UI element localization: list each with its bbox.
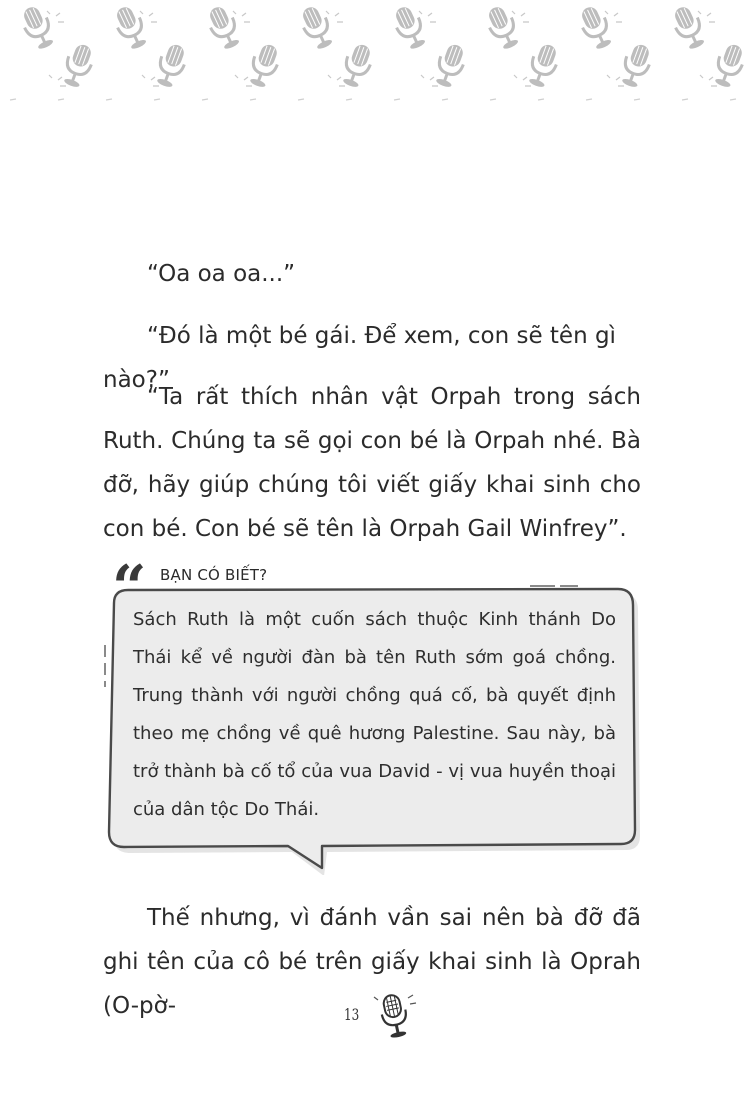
paragraph-3: “Ta rất thích nhân vật Orpah trong sách Ruth. Chúng ta sẽ gọi con bé là Orpah nhé. Bà đỡ, hãy giúp chúng tôi viết giấy khai sinh cho con bé. Con bé sẽ tên là Orpah Gail Winfrey”.: [103, 384, 641, 542]
quote-mark-icon: “: [112, 553, 147, 623]
top-banner-microphone-pattern: [0, 0, 749, 110]
banner-microphone-icon: [711, 41, 748, 90]
paragraph-2: “Đó là một bé gái. Để xem, con sẽ tên gì nào?”: [103, 323, 616, 393]
banner-microphone-icon: [339, 41, 376, 90]
paragraph-1: “Oa oa oa...”: [147, 261, 296, 287]
callout-title: BẠN CÓ BIẾT?: [160, 566, 268, 584]
banner-microphone-icon: [669, 3, 709, 52]
banner-microphone-icon: [483, 3, 523, 52]
banner-microphone-icon: [153, 41, 190, 90]
paragraph-4: Thế nhưng, vì đánh vần sai nên bà đỡ đã ghi tên của cô bé trên giấy khai sinh là Oprah (O-pờ-: [103, 905, 641, 1019]
microphone-icon: [372, 992, 418, 1040]
microphone-pattern-icon: [0, 0, 749, 110]
banner-microphone-icon: [618, 41, 655, 90]
banner-microphone-icon: [525, 41, 562, 90]
banner-microphone-icon: [432, 41, 469, 90]
callout-text: Sách Ruth là một cuốn sách thuộc Kinh thánh Do Thái kể về người đàn bà tên Ruth sớm goá chồng. Trung thành với người chồng quá cố, bà quyết định theo mẹ chồng về quê hương Palestine. Sau này, bà trở thành bà cố tổ của vua David - vị vua huyền thoại của dân tộc Do Thái.: [133, 609, 616, 820]
banner-microphone-icon: [576, 3, 616, 52]
banner-microphone-icon: [60, 41, 97, 90]
banner-microphone-icon: [111, 3, 151, 52]
banner-microphone-icon: [18, 3, 58, 52]
banner-microphone-icon: [246, 41, 283, 90]
page-number: 13: [344, 1005, 360, 1024]
banner-microphone-icon: [390, 3, 430, 52]
banner-microphone-icon: [297, 3, 337, 52]
banner-microphone-icon: [204, 3, 244, 52]
